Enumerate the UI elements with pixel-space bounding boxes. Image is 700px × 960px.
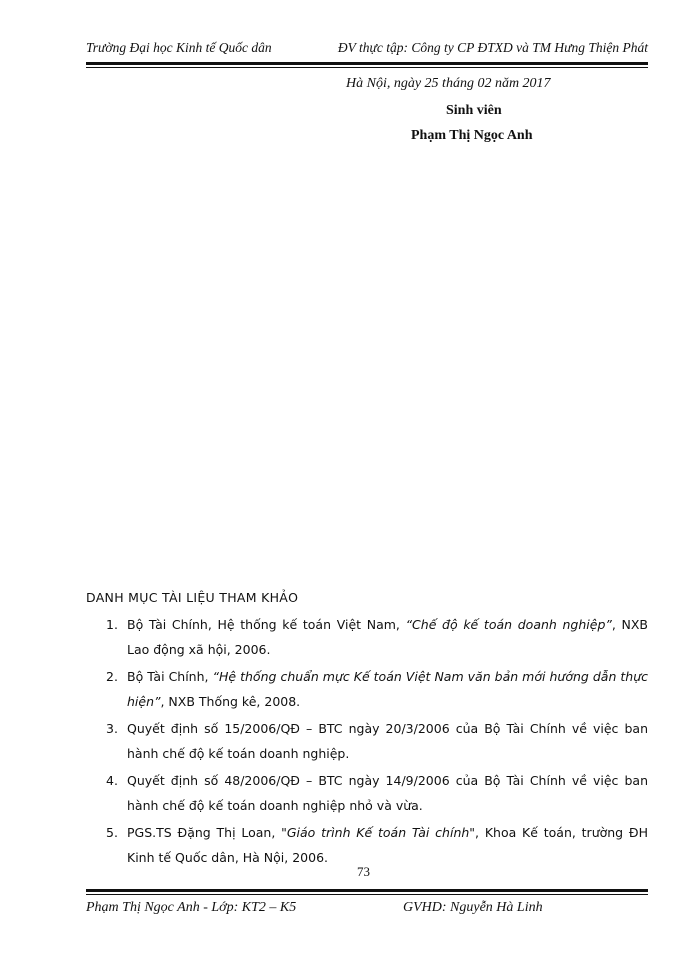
references-heading: DANH MỤC TÀI LIỆU THAM KHẢO bbox=[86, 590, 299, 605]
reference-number: 5. bbox=[106, 825, 118, 840]
reference-item: 4. Quyết định số 48/2006/QĐ – BTC ngày 14/9/2006 của Bộ Tài Chính về việc ban hành chế độ kế toán doanh nghiệp nhỏ và vừa. bbox=[86, 768, 648, 818]
signature-date: Hà Nội, ngày 25 tháng 02 năm 2017 bbox=[346, 76, 551, 91]
reference-item: 2. Bộ Tài Chính, “Hệ thống chuẩn mực Kế toán Việt Nam văn bản mới hướng dẫn thực hiện”, NXB Thống kê, 2008. bbox=[86, 664, 648, 714]
header-internship-unit: ĐV thực tập: Công ty CP ĐTXD và TM Hưng Thiện Phát bbox=[337, 40, 648, 55]
footer-student: Phạm Thị Ngọc Anh - Lớp: KT2 – K5 bbox=[86, 900, 297, 915]
reference-item: 1. Bộ Tài Chính, Hệ thống kế toán Việt Nam, “Chế độ kế toán doanh nghiệp”, NXB Lao động xã hội, 2006. bbox=[86, 612, 648, 662]
page-header bbox=[86, 40, 648, 56]
header-rule-thick bbox=[86, 62, 648, 65]
reference-number: 4. bbox=[106, 773, 118, 788]
page-number: 73 bbox=[357, 864, 370, 879]
reference-number: 3. bbox=[106, 721, 118, 736]
footer-rule-thick bbox=[86, 889, 648, 892]
reference-number: 2. bbox=[106, 669, 118, 684]
footer-rule-thin bbox=[86, 894, 648, 895]
reference-item: 3. Quyết định số 15/2006/QĐ – BTC ngày 20/3/2006 của Bộ Tài Chính về việc ban hành chế độ kế toán doanh nghiệp. bbox=[86, 716, 648, 766]
signature-name: Phạm Thị Ngọc Anh bbox=[411, 128, 533, 143]
footer-supervisor: GVHD: Nguyễn Hà Linh bbox=[403, 900, 543, 915]
signature-title: Sinh viên bbox=[446, 103, 502, 118]
header-school: Trường Đại học Kinh tế Quốc dân bbox=[86, 40, 272, 55]
references-list bbox=[86, 612, 648, 872]
header-rule-thin bbox=[86, 67, 648, 68]
reference-number: 1. bbox=[106, 617, 118, 632]
reference-item: 5. PGS.TS Đặng Thị Loan, "Giáo trình Kế toán Tài chính", Khoa Kế toán, trường ĐH Kinh tế Quốc dân, Hà Nội, 2006. bbox=[86, 820, 648, 870]
